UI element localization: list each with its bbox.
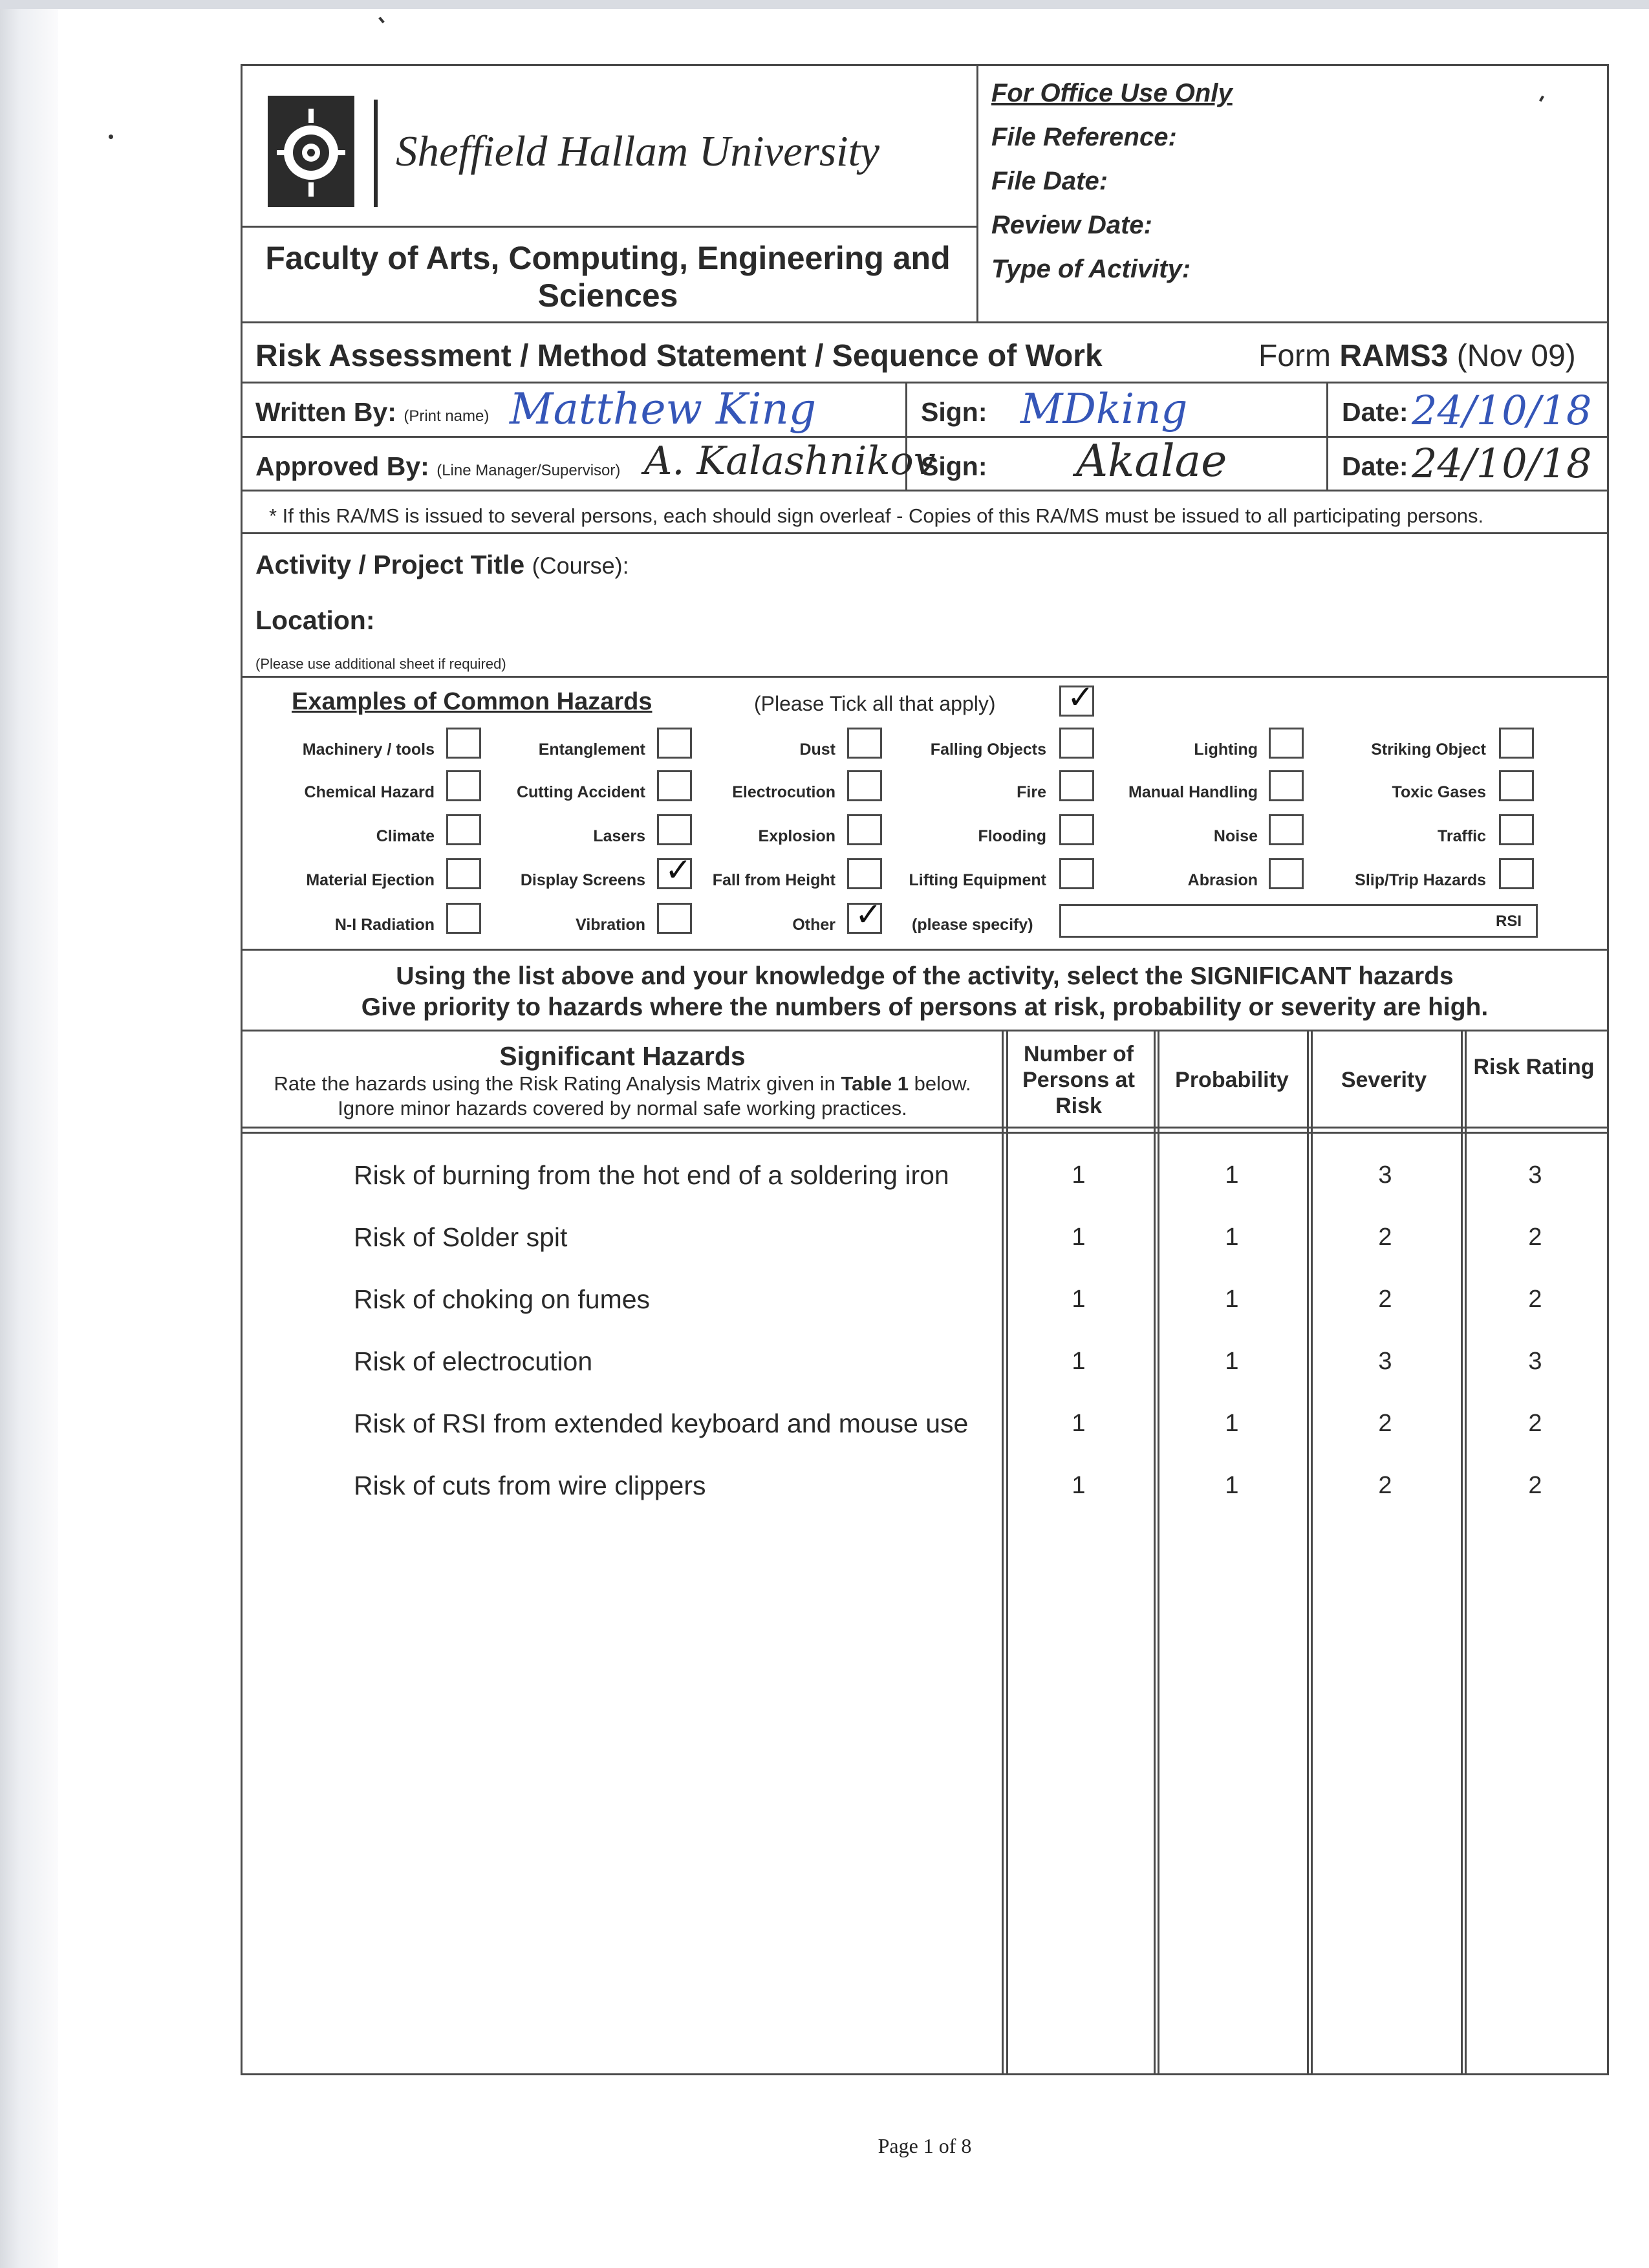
hazard-checkbox[interactable] bbox=[1499, 728, 1534, 759]
hazard-label: Flooding bbox=[978, 827, 1046, 845]
hazard-label: Slip/Trip Hazards bbox=[1355, 871, 1486, 889]
instruction-line-2: Give priority to hazards where the numbers of persons at risk, probability or severity are high. bbox=[361, 993, 1489, 1021]
written-by-label: Written By: (Print name) bbox=[255, 397, 490, 427]
hazard-rating-value: 2 bbox=[1528, 1410, 1542, 1437]
approved-by-label: Approved By: (Line Manager/Supervisor) bbox=[255, 451, 621, 481]
hazard-probability-value: 1 bbox=[1225, 1472, 1239, 1499]
hazard-checkbox[interactable] bbox=[1499, 858, 1534, 889]
hazard-persons-value: 1 bbox=[1072, 1224, 1086, 1251]
hazard-severity-value: 2 bbox=[1378, 1286, 1392, 1313]
hazard-label: Cutting Accident bbox=[516, 783, 645, 801]
hazard-persons-value: 1 bbox=[1072, 1286, 1086, 1313]
hazard-probability-value: 1 bbox=[1225, 1224, 1239, 1251]
written-date: 24/10/18 bbox=[1412, 387, 1592, 434]
hazard-label: Fire bbox=[1017, 783, 1046, 801]
hazard-label: Vibration bbox=[576, 916, 645, 934]
hazard-severity-value: 2 bbox=[1378, 1472, 1392, 1499]
hazard-severity-value: 2 bbox=[1378, 1410, 1392, 1437]
hazards-heading: Examples of Common Hazards bbox=[292, 688, 652, 715]
office-use-heading: For Office Use Only bbox=[991, 79, 1233, 107]
location-label: Location: bbox=[255, 605, 375, 635]
hazard-label: Fall from Height bbox=[712, 871, 835, 889]
punch-dot bbox=[109, 135, 113, 139]
additional-sheet-note: (Please use additional sheet if required) bbox=[255, 656, 506, 672]
hazard-label: Toxic Gases bbox=[1392, 783, 1486, 801]
activity-title-label: Activity / Project Title (Course): bbox=[255, 550, 629, 579]
hazard-description: Risk of Solder spit bbox=[354, 1222, 568, 1252]
hazard-label: Traffic bbox=[1437, 827, 1486, 845]
hazard-probability-value: 1 bbox=[1225, 1410, 1239, 1437]
hazard-description: Risk of choking on fumes bbox=[354, 1284, 651, 1314]
written-date-label: Date: bbox=[1342, 397, 1408, 427]
written-signature: MDking bbox=[1020, 385, 1188, 433]
hazard-persons-value: 1 bbox=[1072, 1472, 1086, 1499]
hazard-rating-value: 2 bbox=[1528, 1224, 1542, 1251]
tick-all-hint: (Please Tick all that apply) bbox=[754, 692, 996, 715]
hazard-label: Manual Handling bbox=[1128, 783, 1258, 801]
other-hazard-specify-field[interactable] bbox=[1059, 904, 1538, 938]
hazard-severity-value: 2 bbox=[1378, 1224, 1392, 1251]
check-icon: ✓ bbox=[665, 851, 692, 889]
hazard-probability-value: 1 bbox=[1225, 1161, 1239, 1189]
hazard-label: Noise bbox=[1213, 827, 1258, 845]
approved-sign-label: Sign: bbox=[921, 451, 987, 481]
university-crest-icon bbox=[268, 96, 354, 207]
hazard-label: Material Ejection bbox=[306, 871, 435, 889]
hazard-severity-value: 3 bbox=[1378, 1161, 1392, 1189]
significant-hazards-subtext: Rate the hazards using the Risk Rating Analysis Matrix given in Table 1 below. Ignore minor hazards covered by normal safe working practices. bbox=[274, 1072, 971, 1119]
hazard-description: Risk of cuts from wire clippers bbox=[354, 1471, 706, 1500]
check-icon: ✓ bbox=[1067, 678, 1094, 716]
hazard-checkbox[interactable] bbox=[1499, 770, 1534, 801]
instruction-line-1: Using the list above and your knowledge of the activity, select the SIGNIFICANT hazards bbox=[396, 962, 1454, 990]
form-code: Form RAMS3 (Nov 09) bbox=[1258, 339, 1576, 373]
hazard-persons-value: 1 bbox=[1072, 1410, 1086, 1437]
hazard-label: Dust bbox=[799, 740, 835, 759]
col-rating-header: Risk Rating bbox=[1473, 1055, 1595, 1079]
review-date-label: Review Date: bbox=[991, 211, 1152, 239]
hazard-description: Risk of electrocution bbox=[354, 1346, 593, 1376]
hazard-label: N-I Radiation bbox=[334, 916, 435, 934]
type-of-activity-label: Type of Activity: bbox=[991, 255, 1191, 283]
distribution-notice: * If this RA/MS is issued to several persons, each should sign overleaf - Copies of this RA/MS must be issued to all participating persons. bbox=[269, 504, 1484, 527]
hazard-persons-value: 1 bbox=[1072, 1348, 1086, 1375]
significant-hazards-header bbox=[246, 1041, 999, 1121]
logo-divider bbox=[374, 100, 378, 207]
stray-mark bbox=[378, 17, 384, 23]
hazard-rating-value: 3 bbox=[1528, 1161, 1542, 1189]
hazard-label: Lifting Equipment bbox=[909, 871, 1046, 889]
form-title: Risk Assessment / Method Statement / Sequence of Work bbox=[255, 339, 1103, 373]
faculty-name: Faculty of Arts, Computing, Engineering and Sciences bbox=[265, 240, 951, 314]
hazard-label: Machinery / tools bbox=[302, 740, 435, 759]
hazard-label: Lasers bbox=[593, 827, 645, 845]
written-by-name: Matthew King bbox=[510, 384, 817, 434]
hazard-severity-value: 3 bbox=[1378, 1348, 1392, 1375]
hazard-rating-value: 3 bbox=[1528, 1348, 1542, 1375]
page-number: Page 1 of 8 bbox=[878, 2134, 972, 2157]
col-severity-header: Severity bbox=[1341, 1068, 1427, 1092]
hazard-probability-value: 1 bbox=[1225, 1286, 1239, 1313]
hazard-label: Abrasion bbox=[1187, 871, 1258, 889]
approved-date: 24/10/18 bbox=[1412, 440, 1592, 487]
file-reference-label: File Reference: bbox=[991, 123, 1177, 151]
hazard-checkbox[interactable] bbox=[1499, 814, 1534, 845]
hazard-label: Lighting bbox=[1194, 740, 1258, 759]
col-probability-header: Probability bbox=[1175, 1068, 1289, 1092]
hazard-label: Entanglement bbox=[538, 740, 645, 759]
please-specify-label: (please specify) bbox=[912, 916, 1033, 934]
other-hazard-value: RSI bbox=[1495, 913, 1522, 930]
hazard-rating-value: 2 bbox=[1528, 1472, 1542, 1499]
hazard-description: Risk of burning from the hot end of a soldering iron bbox=[354, 1160, 949, 1190]
hazard-label: Striking Object bbox=[1371, 740, 1486, 759]
hazard-label: Falling Objects bbox=[930, 740, 1046, 759]
university-name: Sheffield Hallam University bbox=[396, 127, 880, 175]
hazard-label: Climate bbox=[376, 827, 435, 845]
hazard-description: Risk of RSI from extended keyboard and mouse use bbox=[354, 1409, 969, 1438]
hazard-label: Electrocution bbox=[732, 783, 835, 801]
written-sign-label: Sign: bbox=[921, 397, 987, 427]
col-persons-header: Number of Persons at Risk bbox=[1022, 1042, 1135, 1118]
hazard-label: Other bbox=[792, 916, 835, 934]
hazard-persons-value: 1 bbox=[1072, 1161, 1086, 1189]
significant-hazards-heading: Significant Hazards bbox=[499, 1041, 746, 1071]
hazard-label: Display Screens bbox=[520, 871, 645, 889]
hazard-rating-value: 2 bbox=[1528, 1286, 1542, 1313]
approved-date-label: Date: bbox=[1342, 451, 1408, 481]
hazard-label: Chemical Hazard bbox=[304, 783, 435, 801]
file-date-label: File Date: bbox=[991, 167, 1108, 195]
approved-signature: Akalae bbox=[1076, 436, 1227, 487]
hazard-label: Explosion bbox=[758, 827, 835, 845]
approved-by-name: A. Kalashnikov bbox=[644, 438, 936, 484]
hazard-probability-value: 1 bbox=[1225, 1348, 1239, 1375]
check-icon: ✓ bbox=[855, 896, 882, 933]
